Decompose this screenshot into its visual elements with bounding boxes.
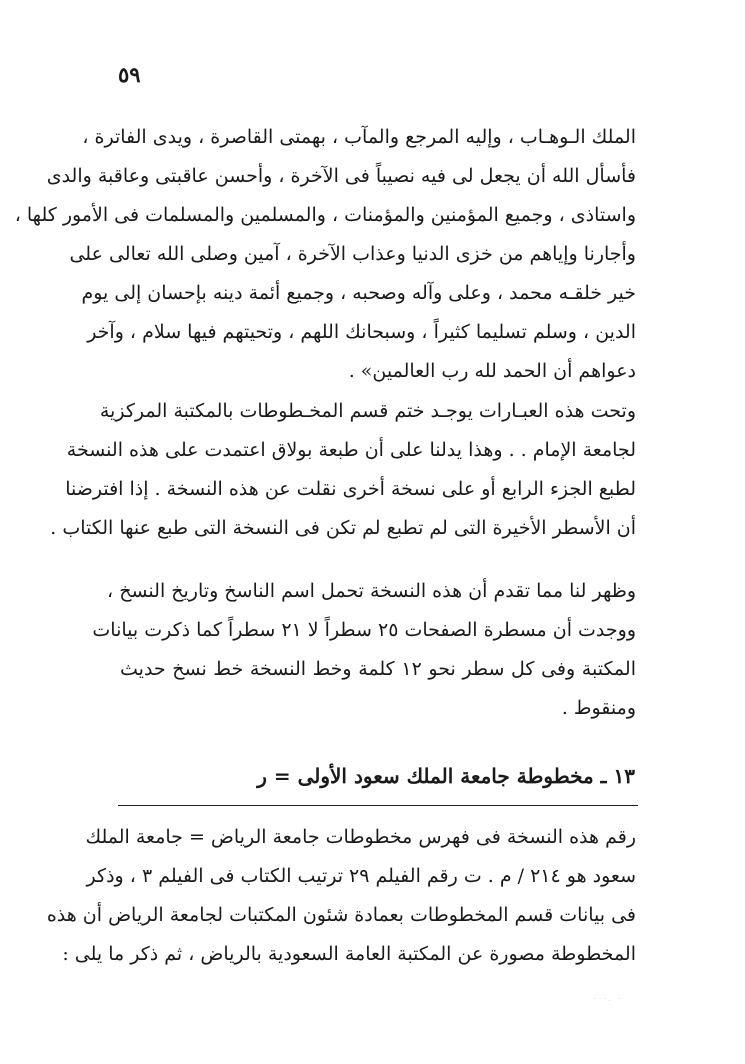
text-line: واستاذى ، وجميع المؤمنين والمؤمنات ، والمسلمين والمسلمات فى الأمور كلها ، <box>14 204 636 226</box>
text-line: لجامعة الإمام . . وهذا يدلنا على أن طبعة بولاق اعتمدت على هذه النسخة <box>66 439 636 461</box>
text-line: أن الأسطر الأخيرة التى لم تطبع لم تكن فى النسخة التى طبع عنها الكتاب . <box>50 517 636 539</box>
text-line: ومنقوط . <box>561 697 636 719</box>
heading-divider <box>118 805 638 806</box>
text-line: الملك الـوهـاب ، وإليه المرجع والمآب ، بهمتى القاصرة ، ويدى الفاترة ، <box>82 126 636 148</box>
page-number: ٥٩ <box>118 62 141 87</box>
text-line: وتحت هذه العبـارات يوجـد ختم قسم المخـطوطات بالمكتبة المركزية <box>99 400 636 422</box>
text-line: رقم هذه النسخة فى فهرس مخطوطات جامعة الرياض = جامعة الملك <box>85 826 636 848</box>
text-line: وظهر لنا مما تقدم أن هذه النسخة تحمل اسم الناسخ وتاريخ النسخ ، <box>107 580 636 602</box>
paragraph-manuscript-info <box>46 818 636 974</box>
text-line: خير خلقـه محمد ، وعلى وآله وصحبه ، وجميع أئمة دينه بإحسان إلى يوم <box>81 282 636 304</box>
text-line: ووجدت أن مسطرة الصفحات ٢٥ سطراً لا ٢١ سطراً كما ذكرت بيانات <box>92 619 636 641</box>
text-line: دعواهم أن الحمد لله رب العالمين» . <box>348 360 636 382</box>
section-heading: ١٣ ـ مخطوطة جامعة الملك سعود الأولى = ر <box>257 764 635 788</box>
text-line: فى بيانات قسم المخطوطات بعمادة شئون المكتبات لجامعة الرياض أن هذه <box>46 904 636 926</box>
text-line: سعود هو ٢١٤ / م . ت رقم الفيلم ٢٩ ترتيب الكتاب فى الفيلم ٣ ، وذكر <box>86 865 636 887</box>
paragraph-seal-note <box>50 392 636 548</box>
paragraph-copyist-note <box>92 572 636 728</box>
text-line: المكتبة وفى كل سطر نحو ١٢ كلمة وخط النسخة خط نسخ حديث <box>120 658 636 680</box>
paragraph-closing-prayer <box>14 118 636 391</box>
text-line: فأسأل الله أن يجعل لى فيه نصيباً فى الآخرة ، وأحسن عاقبتى وعاقبة والدى <box>46 165 636 187</box>
text-line: لطبع الجزء الرابع أو على نسخة أخرى نقلت عن هذه النسخة . إذا افترضنا <box>65 478 636 500</box>
text-line: المخطوطة مصورة عن المكتبة العامة السعودية بالرياض ، ثم ذكر ما يلى : <box>62 943 636 965</box>
text-line: الدين ، وسلم تسليما كثيراً ، وسبحانك اللهم ، وتحيتهم فيها سلام ، وآخر <box>87 321 636 343</box>
text-line: وأجارنا وإياهم من خزى الدنيا وعذاب الآخرة ، آمين وصلى الله تعالى على <box>69 243 636 265</box>
scan-speck: · ·. · <box>594 996 624 1003</box>
